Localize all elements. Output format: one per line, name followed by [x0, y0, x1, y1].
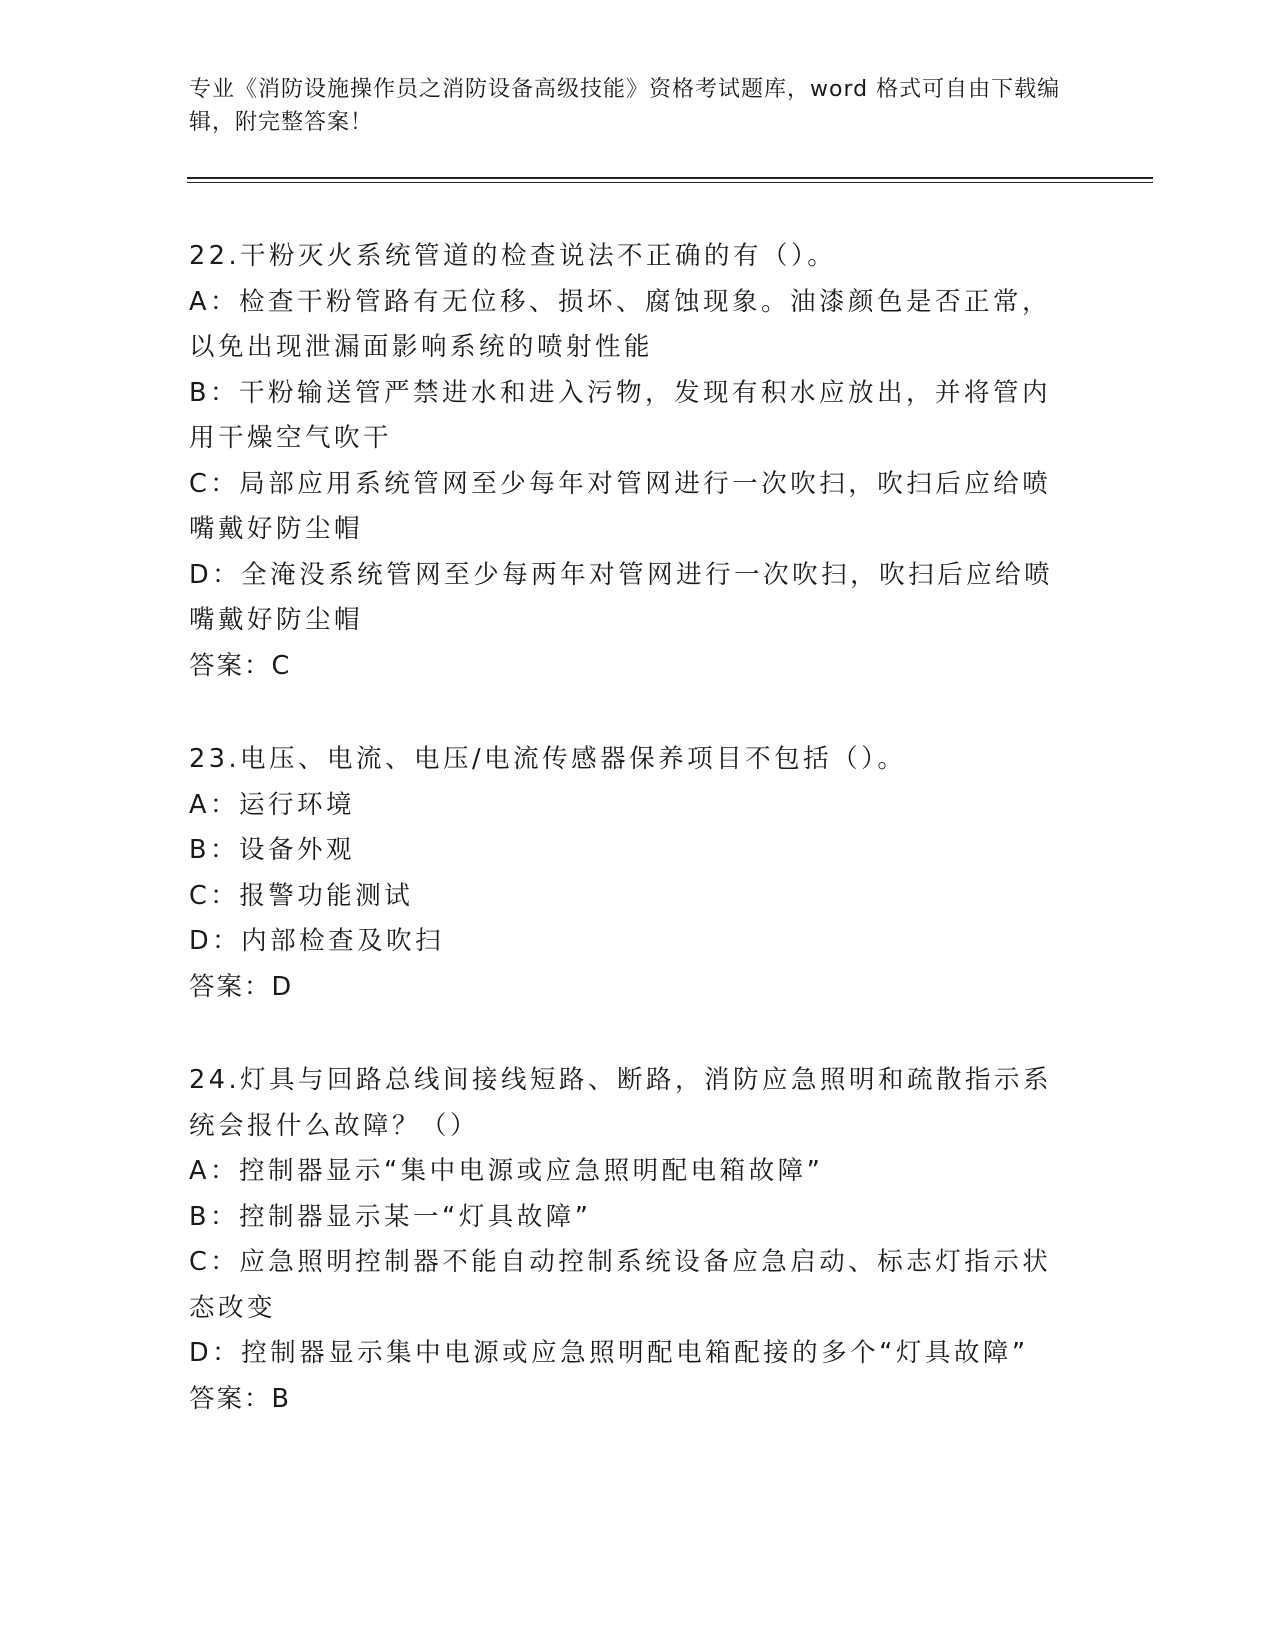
answer: 答案：C: [189, 650, 292, 681]
question-list: [189, 234, 1079, 1470]
header-divider: [187, 177, 1153, 179]
option-c: C：应急照明控制器不能自动控制系统设备应急启动、标志灯指示状态改变: [189, 1247, 1052, 1323]
question-stem: 22.干粉灭火系统管道的检查说法不正确的有（）。: [189, 241, 837, 271]
document-header: 专业《消防设施操作员之消防设备高级技能》资格考试题库，word 格式可自由下载编辑，附完整答案！: [189, 77, 1061, 135]
option-d: D：全淹没系统管网至少每两年对管网进行一次吹扫，吹扫后应给喷嘴戴好防尘帽: [189, 559, 1054, 635]
option-b: B：设备外观: [189, 835, 355, 865]
header-divider-thin: [187, 182, 1153, 183]
question-22: [189, 234, 1079, 689]
option-a: A：运行环境: [189, 789, 355, 820]
option-b: B：控制器显示某一“灯具故障”: [189, 1201, 592, 1232]
answer: 答案：B: [189, 1383, 291, 1414]
option-c: C：局部应用系统管网至少每年对管网进行一次吹扫，吹扫后应给喷嘴戴好防尘帽: [189, 468, 1052, 544]
answer: 答案：D: [189, 971, 294, 1002]
option-b: B：干粉输送管严禁进水和进入污物，发现有积水应放出，并将管内用干燥空气吹干: [189, 377, 1051, 453]
option-a: A：检查干粉管路有无位移、损坏、腐蚀现象。油漆颜色是否正常，以免出现泄漏面影响系统的喷射性能: [189, 286, 1051, 362]
question-stem: 24.灯具与回路总线间接线短路、断路，消防应急照明和疏散指示系统会报什么故障？（）: [189, 1065, 1053, 1141]
option-a: A：控制器显示“集中电源或应急照明配电箱故障”: [189, 1156, 824, 1186]
option-c: C：报警功能测试: [189, 880, 414, 911]
option-d: D：控制器显示集中电源或应急照明配电箱配接的多个“灯具故障”: [189, 1338, 1029, 1368]
question-23: [189, 737, 1079, 1010]
question-stem: 23.电压、电流、电压/电流传感器保养项目不包括（）。: [189, 744, 907, 774]
question-24: [189, 1058, 1079, 1422]
option-d: D：内部检查及吹扫: [189, 926, 445, 956]
